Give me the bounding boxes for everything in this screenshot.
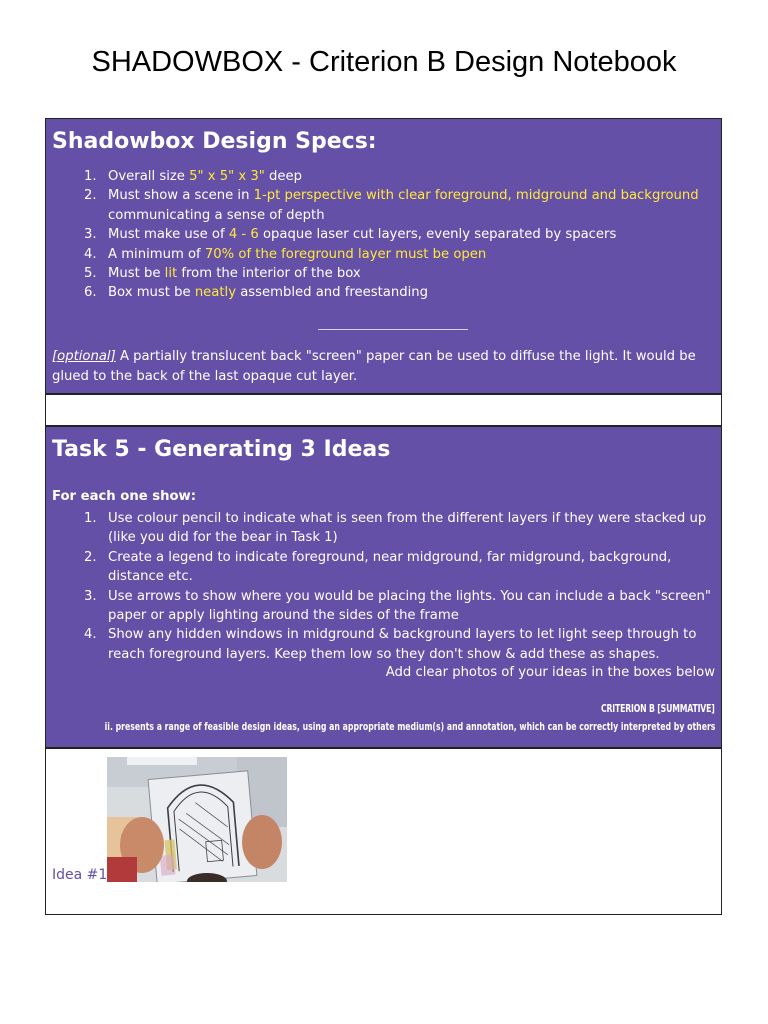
spec-item: [84, 264, 715, 283]
task-item-number: 3.: [84, 588, 97, 604]
spec-item-number: 4.: [84, 246, 97, 262]
task-item-number: 1.: [84, 511, 97, 526]
spec-item: [84, 225, 715, 244]
task-heading: Task 5 - Generating 3 Ideas: [52, 437, 391, 462]
idea-photo-image: [107, 757, 287, 882]
optional-tag: [optional]: [52, 349, 116, 364]
specs-heading: Shadowbox Design Specs:: [52, 129, 377, 154]
task-intro: For each one show:: [52, 489, 197, 504]
spec-text: A minimum of: [108, 246, 205, 262]
task-item-number: 2.: [84, 549, 97, 565]
design-specs-panel: [45, 118, 722, 394]
spec-item: [84, 186, 715, 225]
idea-label: Idea #1: [52, 867, 108, 883]
criterion-label: CRITERION B [SUMMATIVE]: [601, 703, 715, 715]
task-item-text: Use arrows to show where you would be placing the lights. You can include a back "screen" paper or apply lighting around the sides of the frame: [108, 588, 711, 624]
spec-text: Overall size: [108, 169, 190, 184]
task-item-text: Create a legend to indicate foreground, near midground, far midground, background, distance etc.: [108, 549, 672, 585]
task-item-text: Show any hidden windows in midground & background layers to let light seep through to reach foreground layers. Keep them low so they don't show & add these as shapes.: [108, 627, 697, 662]
spec-highlight-text: 5" x 5" x 3": [189, 169, 265, 184]
add-photos-instruction: Add clear photos of your ideas in the boxes below: [385, 665, 715, 680]
task-item: [84, 625, 715, 664]
spec-text: assembled and freestanding: [236, 285, 428, 301]
optional-note: [52, 347, 715, 387]
spec-text: deep: [264, 169, 303, 184]
criterion-description: ii. presents a range of feasible design ideas, using an appropriate medium(s) and annotation, which can be correctly interpreted by others: [104, 721, 715, 733]
optional-text: A partially translucent back "screen" paper can be used to diffuse the light. It would be glued to the back of the last opaque cut layer.: [52, 349, 696, 384]
spec-text: from the interior of the box: [177, 266, 361, 282]
spec-item: [84, 167, 715, 186]
task-list: [84, 509, 715, 664]
spec-text: Must make use of: [108, 227, 229, 243]
spec-text: Must show a scene in: [108, 188, 254, 204]
task-item: [84, 587, 715, 626]
spec-item-number: 1.: [84, 169, 97, 184]
spec-item-number: 5.: [84, 266, 97, 282]
spec-text: communicating a sense of depth: [108, 207, 325, 223]
idea-box: [45, 748, 722, 915]
spec-item-number: 6.: [84, 285, 97, 301]
spec-text: opaque laser cut layers, evenly separated by spacers: [258, 227, 617, 243]
idea-photo[interactable]: [107, 757, 287, 882]
task-item-number: 4.: [84, 627, 97, 643]
divider-line: [318, 329, 468, 330]
spec-text: Must be: [108, 266, 165, 282]
spec-item-number: 3.: [84, 227, 97, 243]
spec-item: [84, 245, 715, 264]
spec-highlight-text: 70% of the foreground layer must be open: [204, 246, 487, 262]
task-panel: [45, 426, 722, 748]
spec-highlight-text: 4 - 6: [228, 227, 259, 243]
task-item: [84, 509, 715, 548]
spec-item-number: 2.: [84, 188, 97, 204]
specs-list: [84, 167, 715, 303]
empty-row: [45, 394, 722, 426]
spec-text: Box must be: [108, 285, 195, 301]
task-item-text: Use colour pencil to indicate what is seen from the different layers if they were stacked up (like you did for the bear in Task 1): [108, 511, 707, 546]
spec-highlight-text: neatly: [194, 285, 237, 301]
spec-item: [84, 283, 715, 302]
spec-highlight-text: 1-pt perspective with clear foreground, midground and background: [253, 188, 699, 204]
page-title: SHADOWBOX - Criterion B Design Notebook: [91, 46, 677, 78]
spec-highlight-text: lit: [164, 266, 178, 282]
task-item: [84, 548, 715, 587]
